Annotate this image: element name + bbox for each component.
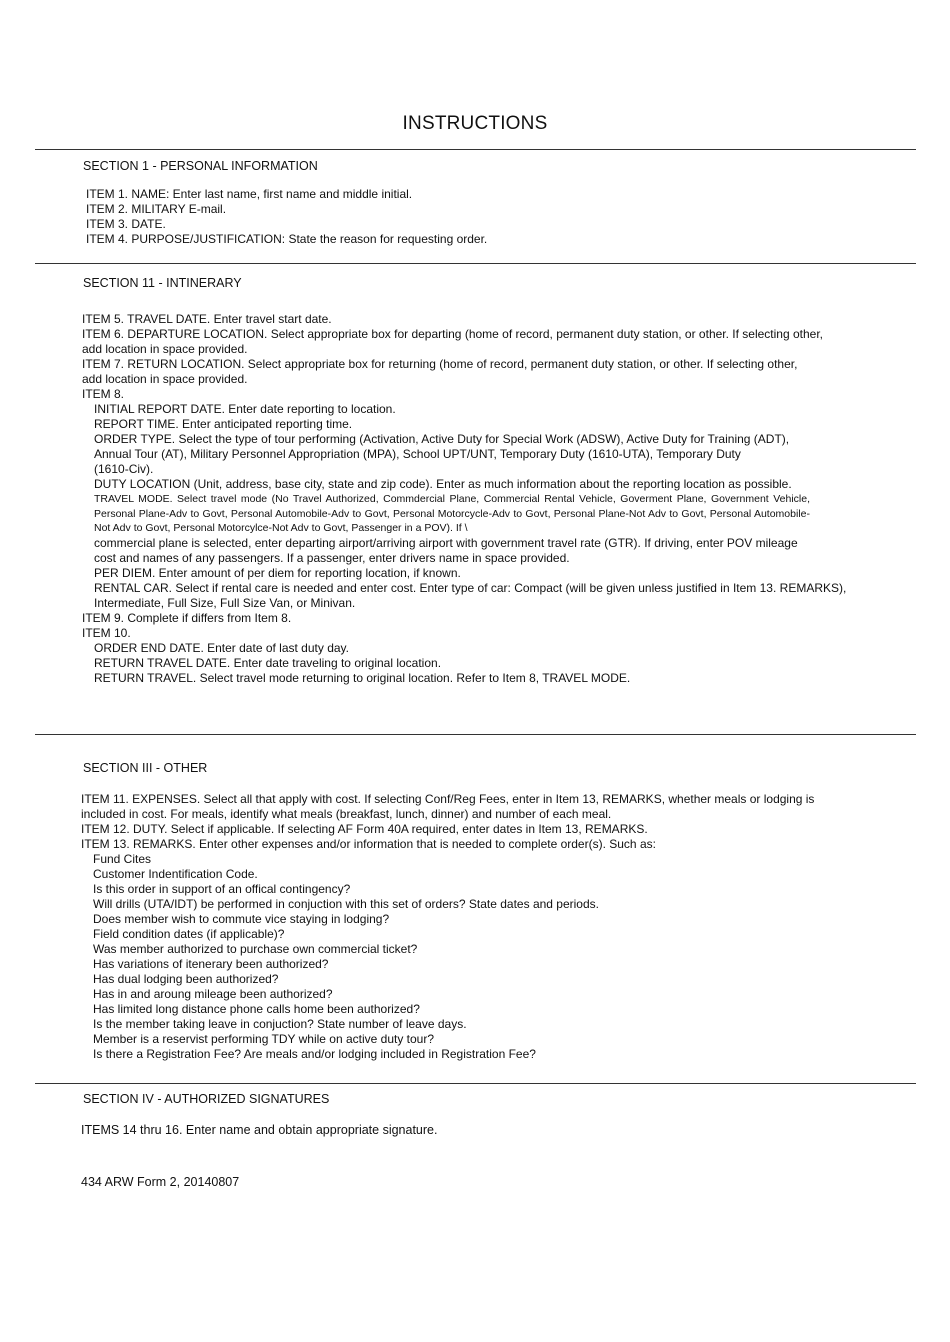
item-1: ITEM 1. NAME: Enter last name, first name and middle initial. (86, 187, 413, 201)
item-2: ITEM 2. MILITARY E-mail. (86, 202, 227, 216)
remark-line: Was member authorized to purchase own commercial ticket? (93, 942, 418, 956)
divider (35, 149, 916, 150)
remark-line: Has limited long distance phone calls home been authorized? (93, 1002, 420, 1016)
remark-line: Does member wish to commute vice staying in lodging? (93, 912, 390, 926)
item-4: ITEM 4. PURPOSE/JUSTIFICATION: State the reason for requesting order. (86, 232, 488, 246)
form-number: 434 ARW Form 2, 20140807 (81, 1175, 240, 1189)
item-11: ITEM 11. EXPENSES. Select all that apply with cost. If selecting Conf/Reg Fees, enter in Item 13, REMARKS, whether meals or lodging is (81, 792, 815, 806)
section-1-items (86, 187, 886, 247)
item-6-cont: add location in space provided. (82, 342, 248, 356)
item-11-cont: included in cost. For meals, identify what meals (breakfast, lunch, dinner) and number of each meal. (81, 807, 612, 821)
section-2-heading: SECTION 11 - INTINERARY (83, 276, 242, 290)
remark-line: Has variations of itenerary been authorized? (93, 957, 329, 971)
remark-line: Customer Indentification Code. (93, 867, 258, 881)
travel-mode: TRAVEL MODE. Select travel mode (No Travel Authorized, Commdercial Plane, Commercial Rental Vehicle, Goverment Plane, Government Vehicle, Personal Plane-Adv to Govt, Personal Automobile-Adv to Govt, Personal Motorcycle-Adv to Govt, Personal Plane-Not Adv to Govt, Personal Automobile-Not Adv to Govt, Personal Motorcylce-Not Adv to Govt, Passenger in a POV). If \ (94, 493, 810, 535)
return-travel: RETURN TRAVEL. Select travel mode returning to original location. Refer to Item 8, TRAVEL MODE. (94, 670, 631, 685)
initial-report-date: INITIAL REPORT DATE. Enter date reporting to location. (94, 402, 396, 416)
travel-mode-cont: commercial plane is selected, enter departing airport/arriving airport with government travel rate (GTR). If driving, enter POV mileage (94, 535, 798, 550)
remark-line: Fund Cites (93, 852, 152, 866)
item-8: ITEM 8. (82, 387, 125, 401)
per-diem: PER DIEM. Enter amount of per diem for reporting location, if known. (94, 565, 461, 580)
order-type-cont: (1610-Civ). (94, 462, 154, 476)
remark-line: Will drills (UTA/IDT) be performed in conjuction with this set of orders? State dates and periods. (93, 897, 599, 911)
order-type-cont: Annual Tour (AT), Military Personnel Appropriation (MPA), School UPT/UNT, Temporary Duty (1610-UTA), Temporary Duty (94, 447, 741, 461)
section-2-items (82, 312, 882, 686)
item-13: ITEM 13. REMARKS. Enter other expenses and/or information that is needed to complete order(s). Such as: (81, 837, 656, 851)
section-3-items (81, 792, 881, 1062)
travel-mode-cont: cost and names of any passengers. If a passenger, enter drivers name in space provided. (94, 550, 570, 565)
item-9: ITEM 9. Complete if differs from Item 8. (82, 610, 292, 625)
items-14-16: ITEMS 14 thru 16. Enter name and obtain appropriate signature. (81, 1123, 438, 1137)
item-12: ITEM 12. DUTY. Select if applicable. If selecting AF Form 40A required, enter dates in Item 13, REMARKS. (81, 822, 648, 836)
remark-line: Has dual lodging been authorized? (93, 972, 279, 986)
divider (35, 1083, 916, 1084)
item-7-cont: add location in space provided. (82, 372, 248, 386)
remark-line: Is this order in support of an offical contingency? (93, 882, 351, 896)
section-3-heading: SECTION III - OTHER (83, 761, 208, 775)
item-6: ITEM 6. DEPARTURE LOCATION. Select appropriate box for departing (home of record, permanent duty station, or other. If selecting other, (82, 327, 824, 341)
rental-car-cont: Intermediate, Full Size, Full Size Van, or Minivan. (94, 595, 356, 610)
section-1-heading: SECTION 1 - PERSONAL INFORMATION (83, 159, 318, 173)
remark-line: Has in and aroung mileage been authorized? (93, 987, 333, 1001)
remark-line: Is the member taking leave in conjuction? State number of leave days. (93, 1017, 467, 1031)
order-type: ORDER TYPE. Select the type of tour performing (Activation, Active Duty for Special Work (ADSW), Active Duty for Training (ADT), (94, 432, 790, 446)
remark-line: Member is a reservist performing TDY while on active duty tour? (93, 1032, 435, 1046)
report-time: REPORT TIME. Enter anticipated reporting time. (94, 417, 353, 431)
remark-line: Field condition dates (if applicable)? (93, 927, 285, 941)
item-7: ITEM 7. RETURN LOCATION. Select appropriate box for returning (home of record, permanent duty station, or other. If selecting other, (82, 357, 798, 371)
page-title: INSTRUCTIONS (402, 113, 548, 134)
order-end-date: ORDER END DATE. Enter date of last duty day. (94, 640, 349, 655)
section-4-heading: SECTION IV - AUTHORIZED SIGNATURES (83, 1092, 330, 1106)
duty-location: DUTY LOCATION (Unit, address, base city, state and zip code). Enter as much information about the reporting location as possible. (94, 477, 792, 491)
divider (35, 734, 916, 735)
item-10: ITEM 10. (82, 625, 131, 640)
rental-car: RENTAL CAR. Select if rental care is needed and enter cost. Enter type of car: Compact (will be given unless justified in Item 13. REMARKS), (94, 580, 847, 595)
divider (35, 263, 916, 264)
remark-line: Is there a Registration Fee? Are meals and/or lodging included in Registration Fee? (93, 1047, 536, 1061)
item-5: ITEM 5. TRAVEL DATE. Enter travel start date. (82, 312, 332, 326)
return-travel-date: RETURN TRAVEL DATE. Enter date traveling to original location. (94, 655, 442, 670)
item-3: ITEM 3. DATE. (86, 217, 166, 231)
